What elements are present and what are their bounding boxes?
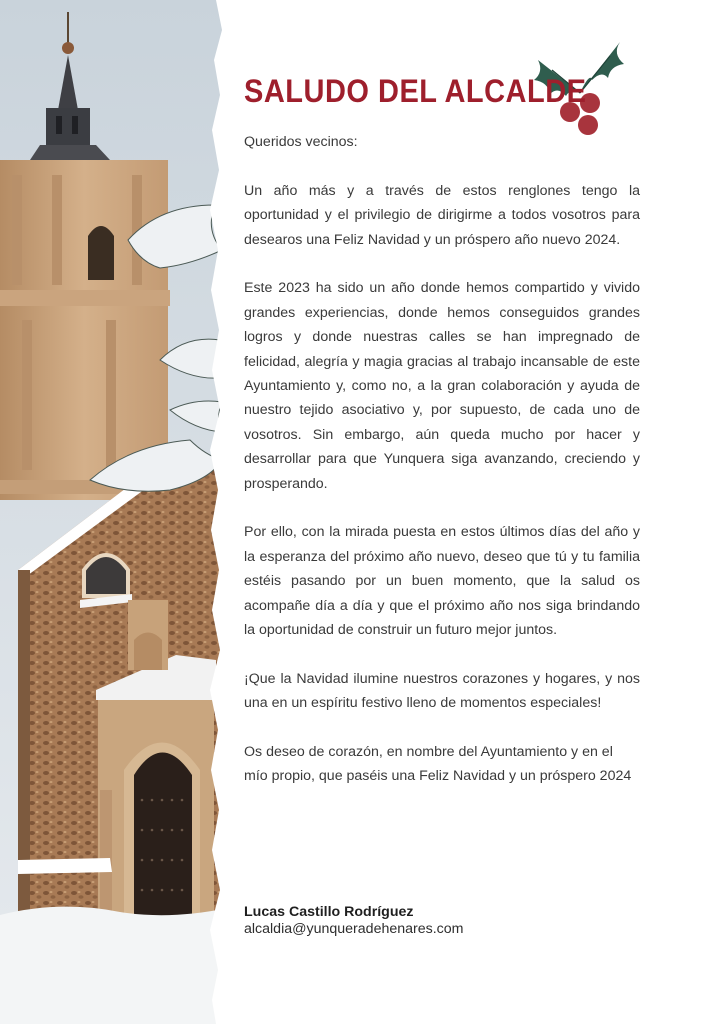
church-photo bbox=[0, 0, 228, 1024]
letter-paragraph: Un año más y a través de estos renglones tengo la oportunidad y el privilegio de dirigirme a todos vosotros para desearos una Feliz Navidad y un próspero año nuevo 2024. bbox=[244, 182, 640, 248]
letter-paragraph: ¡Que la Navidad ilumine nuestros corazones y hogares, y nos una en un espíritu festivo lleno de momentos especiales! bbox=[244, 670, 640, 712]
signature-block bbox=[244, 904, 640, 938]
letter-paragraph: Este 2023 ha sido un año donde hemos compartido y vivido grandes experiencias, donde hemos conseguidos grandes logros y donde nuestras calles se han impregnado de felicidad, alegría y magia gracias al trabajo incansable de este Ayuntamiento y, como no, a la gran colaboración y ayuda de nuestro tejido asociativo y, por supuesto, de cada uno de vosotros. Sin embargo, aún queda mucho por hacer y desarrollar para que Yunquera siga avanzando, creciendo y prosperando. bbox=[244, 280, 640, 492]
signature-email[interactable]: alcaldia@yunqueradehenares.com bbox=[244, 921, 464, 937]
letter-body bbox=[244, 130, 640, 813]
letter-paragraph: Os deseo de corazón, en nombre del Ayuntamiento y en el mío propio, que paséis una Feliz Navidad y un próspero 2024 bbox=[244, 744, 632, 785]
letter-paragraph: Por ello, con la mirada puesta en estos últimos días del año y la esperanza del próximo año nuevo, deseo que tú y tu familia estéis pasando por un buen momento, que la salud os acompañe día a día y que el próximo año nos siga brindando la oportunidad de construir un futuro mejor juntos. bbox=[244, 524, 640, 639]
page-title: SALUDO DEL ALCALDE bbox=[244, 74, 587, 110]
signature-name: Lucas Castillo Rodríguez bbox=[244, 904, 414, 920]
letter-greeting: Queridos vecinos: bbox=[244, 134, 358, 150]
